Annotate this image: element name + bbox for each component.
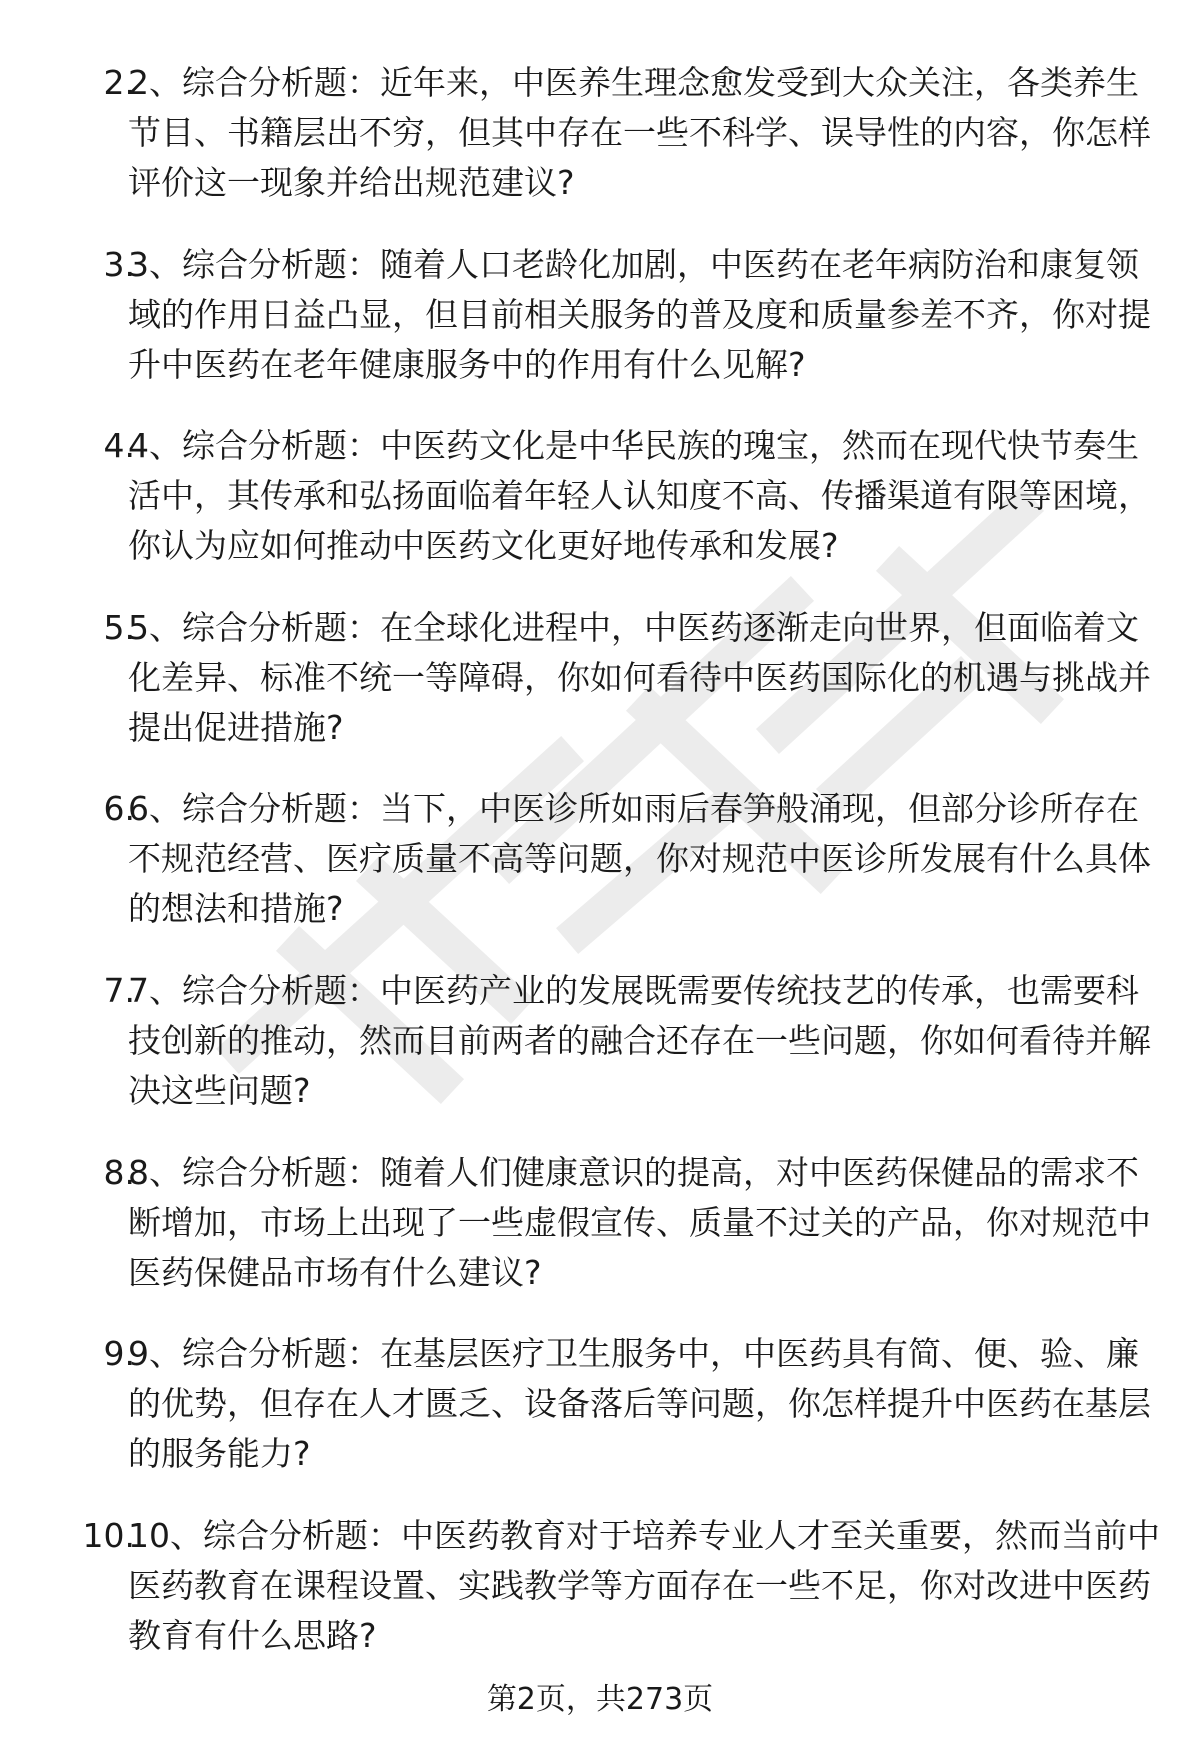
list-item [0,240,1200,422]
question-text: 8、综合分析题：随着人们健康意识的提高，对中医药保健品的需求不断增加，市场上出现了一些虚假宣传、质量不过关的产品，你对规范中医药保健品市场有什么建议? [128,1152,1151,1292]
question-text: 9、综合分析题：在基层医疗卫生服务中，中医药具有简、便、验、廉的优势，但存在人才匮乏、设备落后等问题，你怎样提升中医药在基层的服务能力? [128,1334,1151,1474]
question-number: 10. [82,1515,135,1555]
question-number: 6. [103,789,135,829]
question-text: 2、综合分析题：近年来，中医养生理念愈发受到大众关注，各类养生节目、书籍层出不穷，但其中存在一些不科学、误导性的内容，你怎样评价这一现象并给出规范建议? [128,63,1151,202]
list-item [0,1511,1200,1693]
question-text: 5、综合分析题：在全球化进程中，中医药逐渐走向世界，但面临着文化差异、标准不统一等障碍，你如何看待中医药国际化的机遇与挑战并提出促进措施? [128,607,1151,747]
list-item [0,1329,1200,1511]
question-text: 10、综合分析题：中医药教育对于培养专业人才至关重要，然而当前中医药教育在课程设置、实践教学等方面存在一些不足，你对改进中医药教育有什么思路? [128,1515,1160,1655]
question-number: 5. [103,607,135,647]
list-item [0,58,1200,240]
list-item [0,421,1200,603]
question-number: 4. [103,426,135,466]
question-number: 7. [103,970,135,1010]
page-footer: 第2页，共273页 [486,1682,714,1717]
question-list [0,58,1200,1692]
list-item [0,966,1200,1148]
list-item [0,784,1200,966]
question-number: 8. [103,1152,135,1192]
question-text: 4、综合分析题：中医药文化是中华民族的瑰宝，然而在现代快节奏生活中，其传承和弘扬面临着年轻人认知度不高、传播渠道有限等困境，你认为应如何推动中医药文化更好地传承和发展? [128,426,1151,566]
question-number: 3. [103,244,135,284]
question-text: 3、综合分析题：随着人口老龄化加剧，中医药在老年病防治和康复领域的作用日益凸显，但目前相关服务的普及度和质量参差不齐，你对提升中医药在老年健康服务中的作用有什么见解? [128,244,1151,384]
question-text: 7、综合分析题：中医药产业的发展既需要传统技艺的传承，也需要科技创新的推动，然而目前两者的融合还存在一些问题，你如何看待并解决这些问题? [128,970,1151,1110]
question-text: 6、综合分析题：当下，中医诊所如雨后春笋般涌现，但部分诊所存在不规范经营、医疗质量不高等问题，你对规范中医诊所发展有什么具体的想法和措施? [128,789,1151,929]
question-number: 2. [103,63,135,102]
list-item [0,1148,1200,1330]
list-item [0,603,1200,785]
question-number: 9. [103,1334,135,1374]
